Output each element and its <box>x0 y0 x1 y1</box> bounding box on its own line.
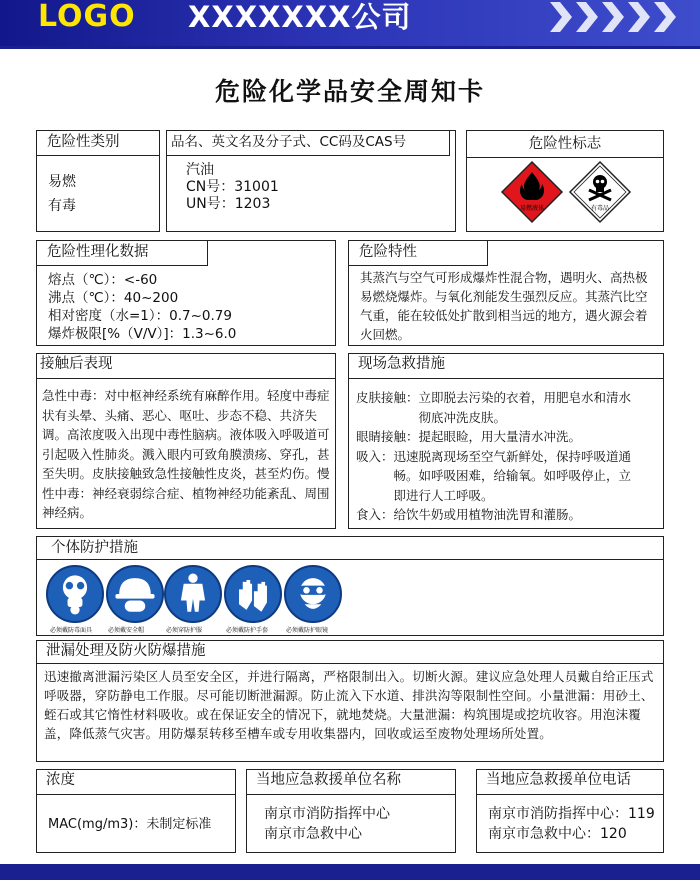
gas-mask-icon <box>46 565 104 623</box>
concentration-header: 浓度 <box>36 769 236 795</box>
rescue-phone-item: 南京市消防指挥中心：119 <box>488 806 655 822</box>
rescue-unit-item: 南京市急救中心 <box>264 826 362 842</box>
header-rule <box>0 46 700 49</box>
physchem-header: 危险性理化数据 <box>36 240 208 266</box>
header-banner <box>0 0 700 46</box>
ppe-label: 必须戴防毒面具 <box>50 627 93 634</box>
chevron-right-icon <box>574 2 600 32</box>
ppe-label: 必须戴安全帽 <box>108 627 145 634</box>
first-aid-item: 眼睛接触： 提起眼睑，用大量清水冲洗。 <box>356 429 582 444</box>
flammable-sign-label: 易燃液体 <box>519 205 545 212</box>
ppe-label: 必须戴防护眼镜 <box>286 627 329 634</box>
page-title: 危险化学品安全周知卡 <box>214 77 485 106</box>
hazard-sign-header: 危险性标志 <box>466 130 664 158</box>
hazard-class-header: 危险性类别 <box>36 130 160 156</box>
goggles-icon <box>284 565 342 623</box>
exposure-header: 接触后表现 <box>36 353 336 379</box>
ppe-label: 必须穿防护服 <box>166 627 203 634</box>
toxic-sign-label: 有毒品 <box>590 205 610 212</box>
rescue-unit-item: 南京市消防指挥中心 <box>264 806 390 822</box>
chevron-right-icon <box>626 2 652 32</box>
exposure-text: 急性中毒：对中枢神经系统有麻醉作用。轻度中毒症状有头晕、头痛、恶心、呕吐、步态不稳、共济失调。高浓度吸入出现中毒性脑病。液体吸入呼吸道可引起吸入性肺炎。溅入眼内可致角膜溃疡、穿孔，甚至失明。皮肤接触致急性接触性皮炎，甚至灼伤。慢性中毒：神经衰弱综合症、植物神经功能紊乱、周围神经病。 <box>42 388 330 520</box>
chevron-right-icon <box>600 2 626 32</box>
logo: LOGO <box>38 0 136 34</box>
boiling-point: 沸点（℃）：40~200 <box>48 290 179 306</box>
first-aid-header: 现场急救措施 <box>348 353 664 379</box>
helmet-icon <box>106 565 164 623</box>
cn-number: CN号：31001 <box>186 179 279 195</box>
rescue-phone-item: 南京市急救中心：120 <box>488 826 627 842</box>
leak-text: 迅速撤离泄漏污染区人员至安全区，并进行隔离，严格限制出入。切断火源。建议应急处理人员戴自给正压式呼吸器，穿防静电工作服。尽可能切断泄漏源。防止流入下水道、排洪沟等限制性空间。小量泄漏：用砂土、蛭石或其它惰性材料吸收。或在保证安全的情况下，就地焚烧。大量泄漏：构筑围堤或挖坑收容。用泡沫覆盖，降低蒸气灾害。用防爆泵转移至槽车或专用收集器内，回收或运至废物处理场所处置。 <box>44 669 654 741</box>
flammable-liquid-sign <box>500 160 564 224</box>
toxic-sign <box>568 160 632 224</box>
melting-point: 熔点（℃）：<-60 <box>48 272 158 288</box>
rescue-unit-header: 当地应急救援单位名称 <box>246 769 456 795</box>
first-aid-item: 食入： 给饮牛奶或用植物油洗胃和灌肠。 <box>356 507 582 522</box>
rescue-phone-header: 当地应急救援单位电话 <box>476 769 664 795</box>
hazard-class-item: 易燃 <box>48 174 76 190</box>
identity-content <box>186 162 279 213</box>
leak-header: 泄漏处理及防火防爆措施 <box>36 640 664 664</box>
chevron-right-icon <box>652 2 678 32</box>
product-name: 汽油 <box>186 162 214 178</box>
chevron-right-icon <box>548 2 574 32</box>
identity-header: 品名、英文名及分子式、CC码及CAS号 <box>166 130 450 156</box>
first-aid-item: 吸入： 迅速脱离现场至空气新鲜处，保持呼吸道通畅。如呼吸困难，给输氧。如呼吸停止，立即进行人工呼吸。 <box>356 448 632 503</box>
ppe-label: 必须戴防护手套 <box>226 627 269 634</box>
hazard-char-header: 危险特性 <box>348 240 488 266</box>
gloves-icon <box>224 565 282 623</box>
explosion-limit: 爆炸极限[%（V/V）]：1.3~6.0 <box>48 326 237 342</box>
hazard-char-text: 其蒸汽与空气可形成爆炸性混合物，遇明火、高热极易燃烧爆炸。与氧化剂能发生强烈反应。其蒸汽比空气重，能在较低处扩散到相当远的地方，遇火源会着火回燃。 <box>360 270 648 342</box>
protective-suit-icon <box>164 565 222 623</box>
un-number: UN号：1203 <box>186 196 271 212</box>
concentration-value: MAC(mg/m3)：未制定标准 <box>48 817 212 832</box>
relative-density: 相对密度（水=1）：0.7~0.79 <box>48 308 232 324</box>
rescue-phone-list <box>488 804 655 844</box>
ppe-header: 个体防护措施 <box>36 536 664 560</box>
company-name: XXXXXXX公司 <box>188 0 412 34</box>
hazard-class-list <box>48 170 76 218</box>
physchem-list <box>48 271 236 343</box>
hazard-class-item: 有毒 <box>48 198 76 214</box>
first-aid-item: 皮肤接触： 立即脱去污染的衣着，用肥皂水和清水彻底冲洗皮肤。 <box>356 390 632 425</box>
footer-bar <box>0 864 700 880</box>
rescue-unit-list <box>264 804 390 844</box>
first-aid-list <box>356 388 656 525</box>
